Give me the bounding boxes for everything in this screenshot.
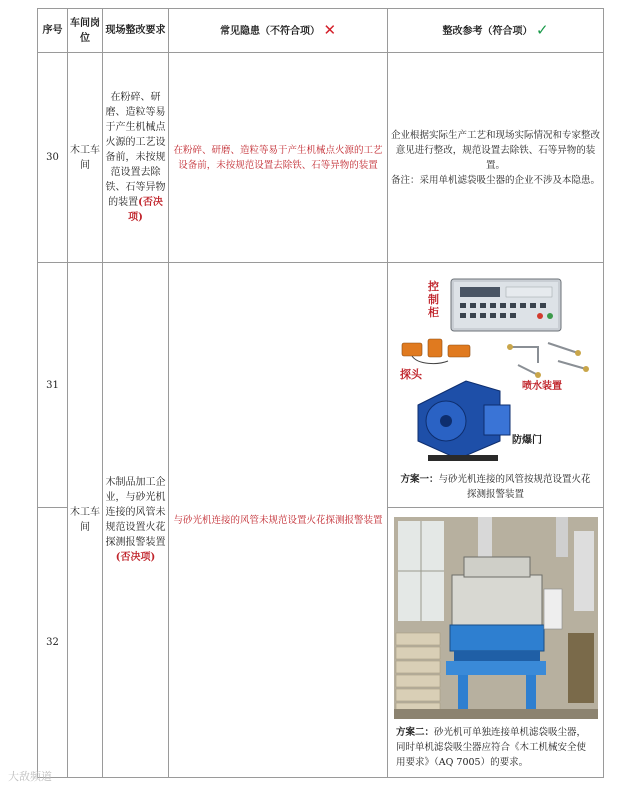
hazard-cell: 在粉碎、研磨、造粒等易于产生机械点火源的工艺设备前，未按规范设置去除铁、石等异物的装置 [169, 53, 388, 263]
header-reference-label: 整改参考（符合项） [442, 25, 533, 37]
label-probe: 探头 [400, 368, 422, 381]
plan-one-cell [388, 263, 604, 508]
table-row [38, 53, 604, 263]
requirement-cell [103, 263, 169, 778]
row-number: 30 [38, 53, 68, 263]
plan-two-caption [388, 723, 603, 773]
header-hazard [169, 9, 388, 53]
label-spray: 喷水装置 [522, 381, 562, 392]
label-cabinet: 控制柜 [428, 280, 439, 319]
workshop-cell: 木工车间 [68, 53, 103, 263]
reference-cell [388, 53, 604, 263]
cross-icon: ✕ [323, 20, 337, 39]
check-icon: ✓ [535, 20, 549, 39]
veto-flag: (否决项) [115, 552, 156, 563]
plan-one-label: 方案一： [400, 474, 439, 485]
reference-text: 企业根据实际生产工艺和现场实际情况和专家整改意见进行整改，规范设置去除铁、石等异物的装置。 [390, 129, 600, 171]
rectification-table [37, 8, 604, 778]
veto-flag: (否决项) [128, 197, 163, 223]
header-reference [388, 9, 604, 53]
row-number: 32 [38, 508, 68, 778]
requirement-text: 在粉碎、研磨、造粒等易于产生机械点火源的工艺设备前，未按规范设置去除铁、石等异物的装置 [105, 92, 166, 208]
plan-two-cell [388, 508, 604, 778]
plan-one-caption [388, 470, 603, 505]
spark-detection-equipment-image [388, 265, 604, 470]
header-requirement: 现场整改要求 [103, 9, 169, 53]
plan-two-label: 方案二： [396, 726, 435, 738]
requirement-cell [103, 53, 169, 263]
header-row [38, 9, 604, 53]
sanding-machine-photo [388, 513, 604, 723]
header-workshop: 车间岗位 [68, 9, 103, 53]
watermark: 大敌频道 [8, 770, 52, 783]
hazard-cell: 与砂光机连接的风管未规范设置火花探测报警装置 [169, 263, 388, 778]
row-number: 31 [38, 263, 68, 508]
plan-one-text: 与砂光机连接的风管按规范设置火花探测报警装置 [438, 474, 591, 500]
plan-two-text: 砂光机可单独连接单机滤袋吸尘器，同时单机滤袋吸尘器应符合《木工机械安全使用要求》（AQ 7005）的要求。 [396, 726, 587, 768]
header-hazard-label: 常见隐患（不符合项） [219, 25, 320, 37]
reference-note: 备注：采用单机滤袋吸尘器的企业不涉及本隐患。 [390, 174, 600, 186]
workshop-cell: 木工车间 [68, 263, 103, 778]
label-door: 防爆门 [512, 435, 542, 446]
header-no: 序号 [38, 9, 68, 53]
requirement-text: 木制品加工企业，与砂光机连接的风管未规范设置火花探测报警装置 [105, 477, 166, 548]
table-row [38, 263, 604, 508]
